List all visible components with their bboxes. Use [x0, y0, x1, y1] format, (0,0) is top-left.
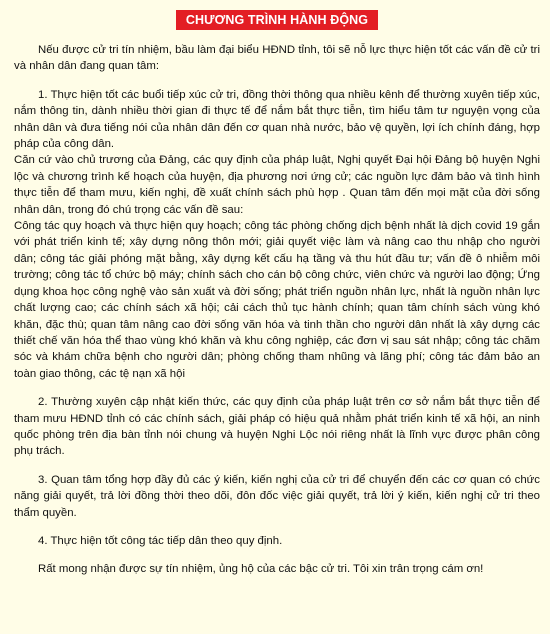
issues-paragraph: Công tác quy hoạch và thực hiện quy hoạch; công tác phòng chống dịch bệnh nhất là dịch covid 19 gắn với phát triển kinh tế; xây dựng nông thôn mới; giải quyết việc làm và nâng cao thu nhập cho người dân; công tác giải phóng mặt bằng, xây dựng kết cấu hạ tầng và thu hút đầu tư; vấn đề ô nhiễm môi trường; công tác tổ chức bộ máy; chính sách cho cán bộ công chức, viên chức và người lao động; Ứng dụng khoa học công nghệ vào sản xuất và đời sống; phát triển nguồn nhân lực, nhất là nguồn nhân lực chất lượng cao; các chính sách xã hội; cải cách thủ tục hành chính; quan tâm chính sách vùng khó khăn, đặc thù; quan tâm nâng cao đời sống văn hóa và tinh thần cho người dân nhất là xây dựng các thiết chế văn hóa thể thao vùng khó khăn và khu công nghiệp, các đơn vị sau sát nhập; công tác chăm sóc và khám chữa bệnh cho người dân; phòng chống tham nhũng và lãng phí; công tác đảm bảo an toàn giao thông, các tệ nạn xã hội [14, 220, 540, 380]
banner-title: CHƯƠNG TRÌNH HÀNH ĐỘNG [176, 10, 378, 30]
item-4-paragraph: 4. Thực hiện tốt công tác tiếp dân theo quy định. [38, 534, 283, 547]
item-1-paragraph: 1. Thực hiện tốt các buổi tiếp xúc cử tri, đồng thời thông qua nhiều kênh để thường xuyên tiếp xúc, nắm thông tin, dành nhiều thời gian đi thực tế để nắm bắt thực tiễn, tìm hiểu tâm tư nguyện vọng của nhân dân và đưa tiếng nói của nhân dân đến cơ quan nhà nước, bảo vệ quyền, lợi ích chính đáng, hợp pháp của công dân. [14, 88, 540, 151]
item-2-paragraph: 2. Thường xuyên cập nhật kiến thức, các quy định của pháp luật trên cơ sở nắm bắt thực tiễn để tham mưu HĐND tỉnh có các chính sách, giải pháp có hiệu quả nhằm phát triển kinh tế xã hội, an ninh quốc phòng trên địa bàn tỉnh nói chung và huyện Nghi Lộc nói riêng nhất là lĩnh vực được phân công phụ trách. [14, 396, 540, 458]
spacer [14, 521, 540, 533]
spacer [14, 460, 540, 472]
item-3-paragraph: 3. Quan tâm tổng hợp đầy đủ các ý kiến, kiến nghị của cử tri để chuyển đến các cơ quan có chức năng giải quyết, trả lời đồng thời theo dõi, đôn đốc việc giải quyết, trả lời ý kiến, kiến nghị cử tri theo thẩm quyền. [14, 473, 540, 519]
banner-container [14, 10, 540, 32]
basis-paragraph: Căn cứ vào chủ trương của Đảng, các quy định của pháp luật, Nghị quyết Đại hội Đảng bộ huyện Nghi lộc và chương trình kế hoạch của huyện, địa phương nơi ứng cử; các nguồn lực đảm bảo và tình hình thực tiễn để tham mưu, kiến nghị, đề xuất chính sách phù hợp . Quan tâm đến mọi mặt của đời sống nhân dân, trong đó chú trọng các vấn đề sau: [14, 154, 540, 216]
spacer [14, 75, 540, 87]
intro-paragraph: Nếu được cử tri tín nhiệm, bầu làm đại biểu HĐND tỉnh, tôi sẽ nỗ lực thực hiện tốt các vấn đề cử tri và nhân dân đang quan tâm: [14, 44, 540, 73]
closing-paragraph: Rất mong nhận được sự tín nhiệm, ủng hộ của các bậc cử tri. Tôi xin trân trọng cám ơn! [38, 563, 484, 576]
spacer [14, 549, 540, 561]
spacer [14, 382, 540, 394]
